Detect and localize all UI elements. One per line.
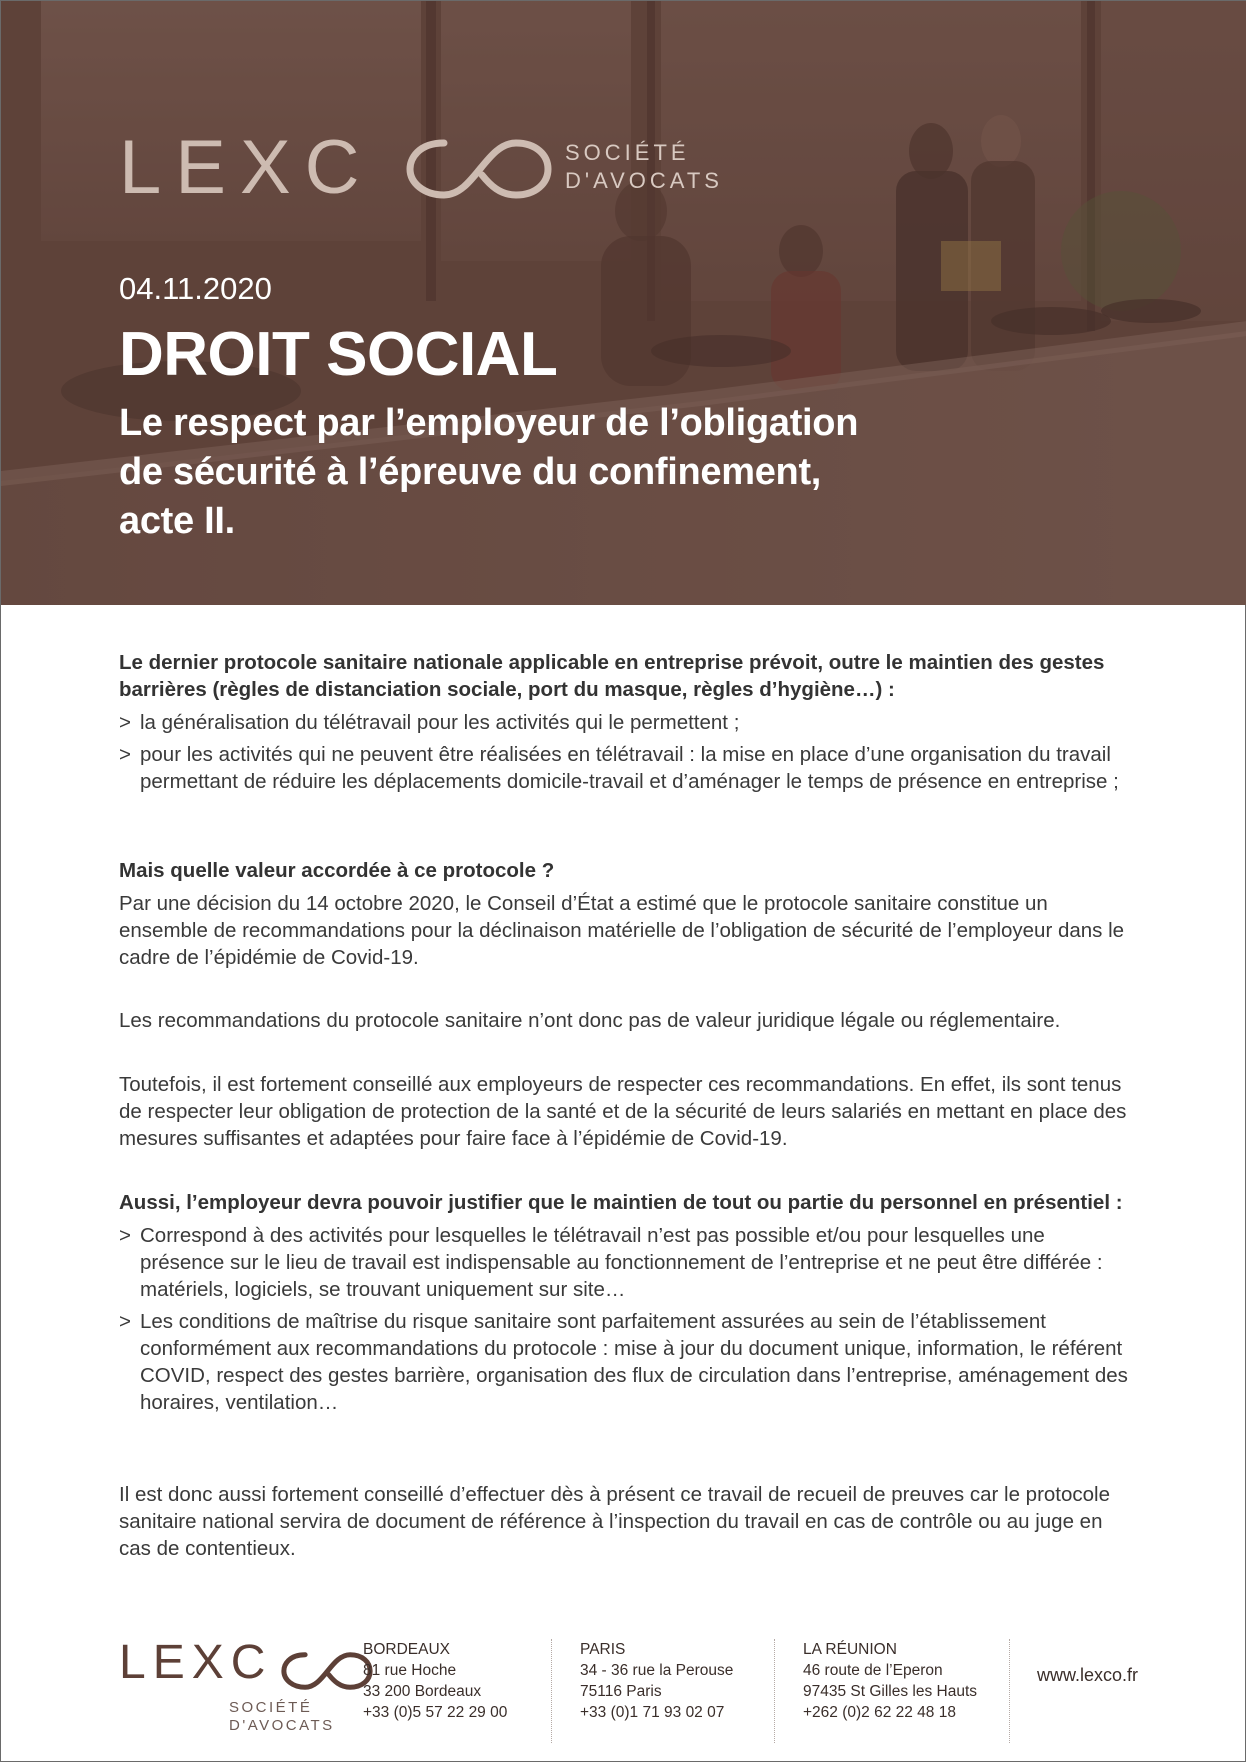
paragraph: Toutefois, il est fortement conseillé aux employeurs de respecter ces recommandations. En effet, ils sont tenus de respecter leur obligation de protection de la santé et de la sécurité de leurs salariés en mettant en place des mesures suffisantes et adaptées pour faire face à l’épidémie de Covid-19. <box>119 1073 1127 1150</box>
paragraph: Par une décision du 14 octobre 2020, le Conseil d’État a estimé que le protocole sanitaire constitue un ensemble de recommandations pour la déclinaison matérielle de l’obligation de sécurité de l’employeur dans le cadre de l’épidémie de Covid-19. <box>119 892 1125 969</box>
conclusion-paragraph: Il est donc aussi fortement conseillé d’effectuer dès à présent ce travail de recueil de preuves car le protocole sanitaire national servira de document de référence à l’inspection du travail en cas de contrôle ou au juge en cas de contentieux. <box>119 1483 1110 1560</box>
page-title: DROIT SOCIAL <box>119 320 558 389</box>
office-paris: PARIS 34 - 36 rue la Perouse 75116 Paris +33 (0)1 71 93 02 07 <box>580 1641 734 1721</box>
logo-infinity-icon <box>404 137 554 201</box>
hero-banner <box>1 1 1246 605</box>
intro-lead: Le dernier protocole sanitaire nationale applicable en entreprise prévoit, outre le maintien des gestes barrières (règles de distanciation sociale, port du masque, règles d’hygiène…) : <box>119 651 1105 701</box>
logo-tagline: SOCIÉTÉ D'AVOCATS <box>565 140 723 193</box>
list-item: > pour les activités qui ne peuvent être réalisées en télétravail : la mise en place d’une organisation du travail permettant de réduire les déplacements domicile-travail et d’aménager le temps de présence en entreprise ; <box>119 743 1119 793</box>
justify-section <box>119 1189 1131 1421</box>
question-section <box>119 857 1131 971</box>
list-item: > la généralisation du télétravail pour les activités qui le permettent ; <box>119 711 740 734</box>
website-link[interactable]: www.lexco.fr <box>1037 1665 1139 1685</box>
publication-date: 04.11.2020 <box>119 271 272 306</box>
divider <box>551 1639 552 1743</box>
divider <box>1009 1639 1010 1743</box>
page-subtitle: Le respect par l’employeur de l’obligation de sécurité à l’épreuve du confinement, acte II. <box>119 402 859 542</box>
list-item: > Les conditions de maîtrise du risque sanitaire sont parfaitement assurées au sein de l’établissement conformément aux recommandations du protocole : mise à jour du document unique, information, le référent COVID, respect des gestes barrière, organisation des flux de circulation dans l’entreprise, aménagement des horaires, ventilation… <box>119 1310 1128 1414</box>
office-la-reunion: LA RÉUNION 46 route de l’Eperon 97435 St Gilles les Hauts +262 (0)2 62 22 48 18 <box>803 1641 978 1721</box>
intro-section <box>119 649 1131 800</box>
list-item: > Correspond à des activités pour lesquelles le télétravail n’est pas possible et/ou pour lesquelles une présence sur le lieu de travail est indispensable au fonctionnement de l’entreprise et ne peut être différée : matériels, logiciels, se trouvant uniquement sur site… <box>119 1224 1103 1301</box>
paragraph: Les recommandations du protocole sanitaire n’ont donc pas de valeur juridique légale ou réglementaire. <box>119 1009 1061 1032</box>
logo-wordmark: LEXC <box>119 1636 273 1689</box>
section-heading: Mais quelle valeur accordée à ce protocole ? <box>119 859 555 882</box>
office-bordeaux: BORDEAUX 81 rue Hoche 33 200 Bordeaux +33 (0)5 57 22 29 00 <box>363 1641 508 1721</box>
logo-tagline: SOCIÉTÉ D'AVOCATS <box>229 1699 335 1734</box>
footer <box>1 1621 1246 1741</box>
logo-infinity-icon <box>279 1651 375 1691</box>
logo-wordmark: LEXC <box>119 125 374 210</box>
divider <box>774 1639 775 1743</box>
section-heading: Aussi, l’employeur devra pouvoir justifier que le maintien de tout ou partie du personnel en présentiel : <box>119 1191 1123 1214</box>
